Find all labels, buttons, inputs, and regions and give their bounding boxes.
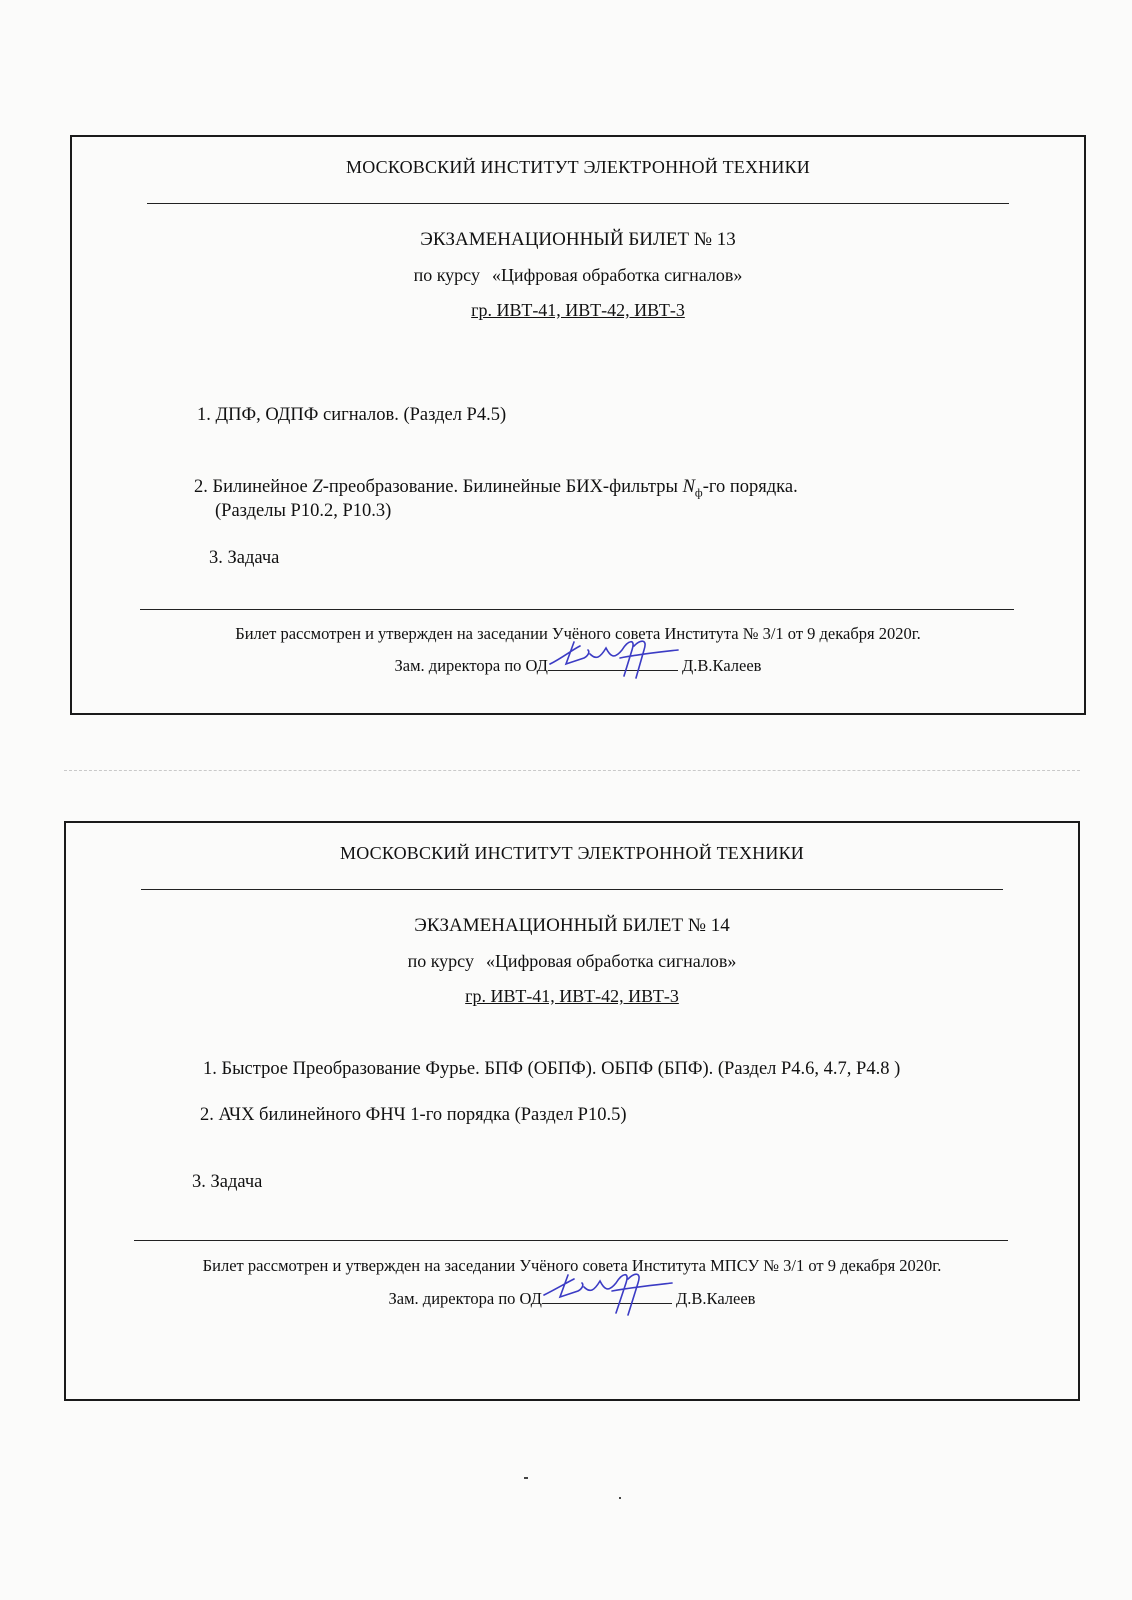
signature-field [542,1289,672,1304]
deputy-name: Д.В.Калеев [682,656,762,675]
cut-line [64,770,1080,771]
question-3: 3. Задача [209,548,280,568]
deputy-label: Зам. директора по ОД [394,656,548,675]
institute-name: МОСКОВСКИЙ ИНСТИТУТ ЭЛЕКТРОННОЙ ТЕХНИКИ [345,157,810,177]
course-prefix: по курсу [407,951,474,971]
approval-note: Билет рассмотрен и утвержден на заседании Учёного совета Института МПСУ № 3/1 от 9 декабря 2020г. [202,1256,942,1275]
footer-divider [134,1240,1008,1241]
header-divider [141,889,1003,890]
question-2-sections: (Разделы Р10.2, Р10.3) [215,501,392,521]
course-line [66,951,1078,972]
question-1: 1. Быстрое Преобразование Фурье. БПФ (ОБПФ). ОБПФ (БПФ). (Раздел Р4.6, 4.7, Р4.8 ) [203,1059,901,1079]
signature-field [548,656,678,671]
approval-note: Билет рассмотрен и утвержден на заседании Учёного совета Института № 3/1 от 9 декабря 2020г. [235,624,921,643]
question-3: 3. Задача [192,1172,263,1192]
group-list: гр. ИВТ-41, ИВТ-42, ИВТ-3 [465,986,679,1006]
institute-name: МОСКОВСКИЙ ИНСТИТУТ ЭЛЕКТРОННОЙ ТЕХНИКИ [339,843,804,863]
ticket-title: ЭКЗАМЕНАЦИОННЫЙ БИЛЕТ № 13 [420,229,736,250]
question-2: 2. Билинейное Z-преобразование. Билинейные БИХ-фильтры $N_ф-го$ порядка. [194,477,798,500]
course-name: «Цифровая обработка сигналов» [485,951,737,971]
header-divider [147,203,1009,204]
scan-speck [524,1477,528,1479]
ticket-title: ЭКЗАМЕНАЦИОННЫЙ БИЛЕТ № 14 [414,915,730,936]
footer-divider [140,609,1014,610]
deputy-label: Зам. директора по ОД [388,1289,542,1308]
deputy-signature-line [72,656,1084,676]
exam-ticket-14 [64,821,1080,1401]
handwritten-signature [544,636,684,682]
group-list: гр. ИВТ-41, ИВТ-42, ИВТ-3 [471,300,685,320]
question-1: 1. ДПФ, ОДПФ сигналов. (Раздел Р4.5) [197,405,507,425]
course-name: «Цифровая обработка сигналов» [491,265,743,285]
question-2: 2. АЧХ билинейного ФНЧ 1-го порядка (Раздел Р10.5) [200,1105,627,1125]
handwritten-signature [538,1269,678,1319]
course-line [72,265,1084,286]
deputy-signature-line [66,1289,1078,1309]
course-prefix: по курсу [413,265,480,285]
exam-ticket-13 [70,135,1086,715]
scan-speck [619,1497,621,1499]
deputy-name: Д.В.Калеев [676,1289,756,1308]
